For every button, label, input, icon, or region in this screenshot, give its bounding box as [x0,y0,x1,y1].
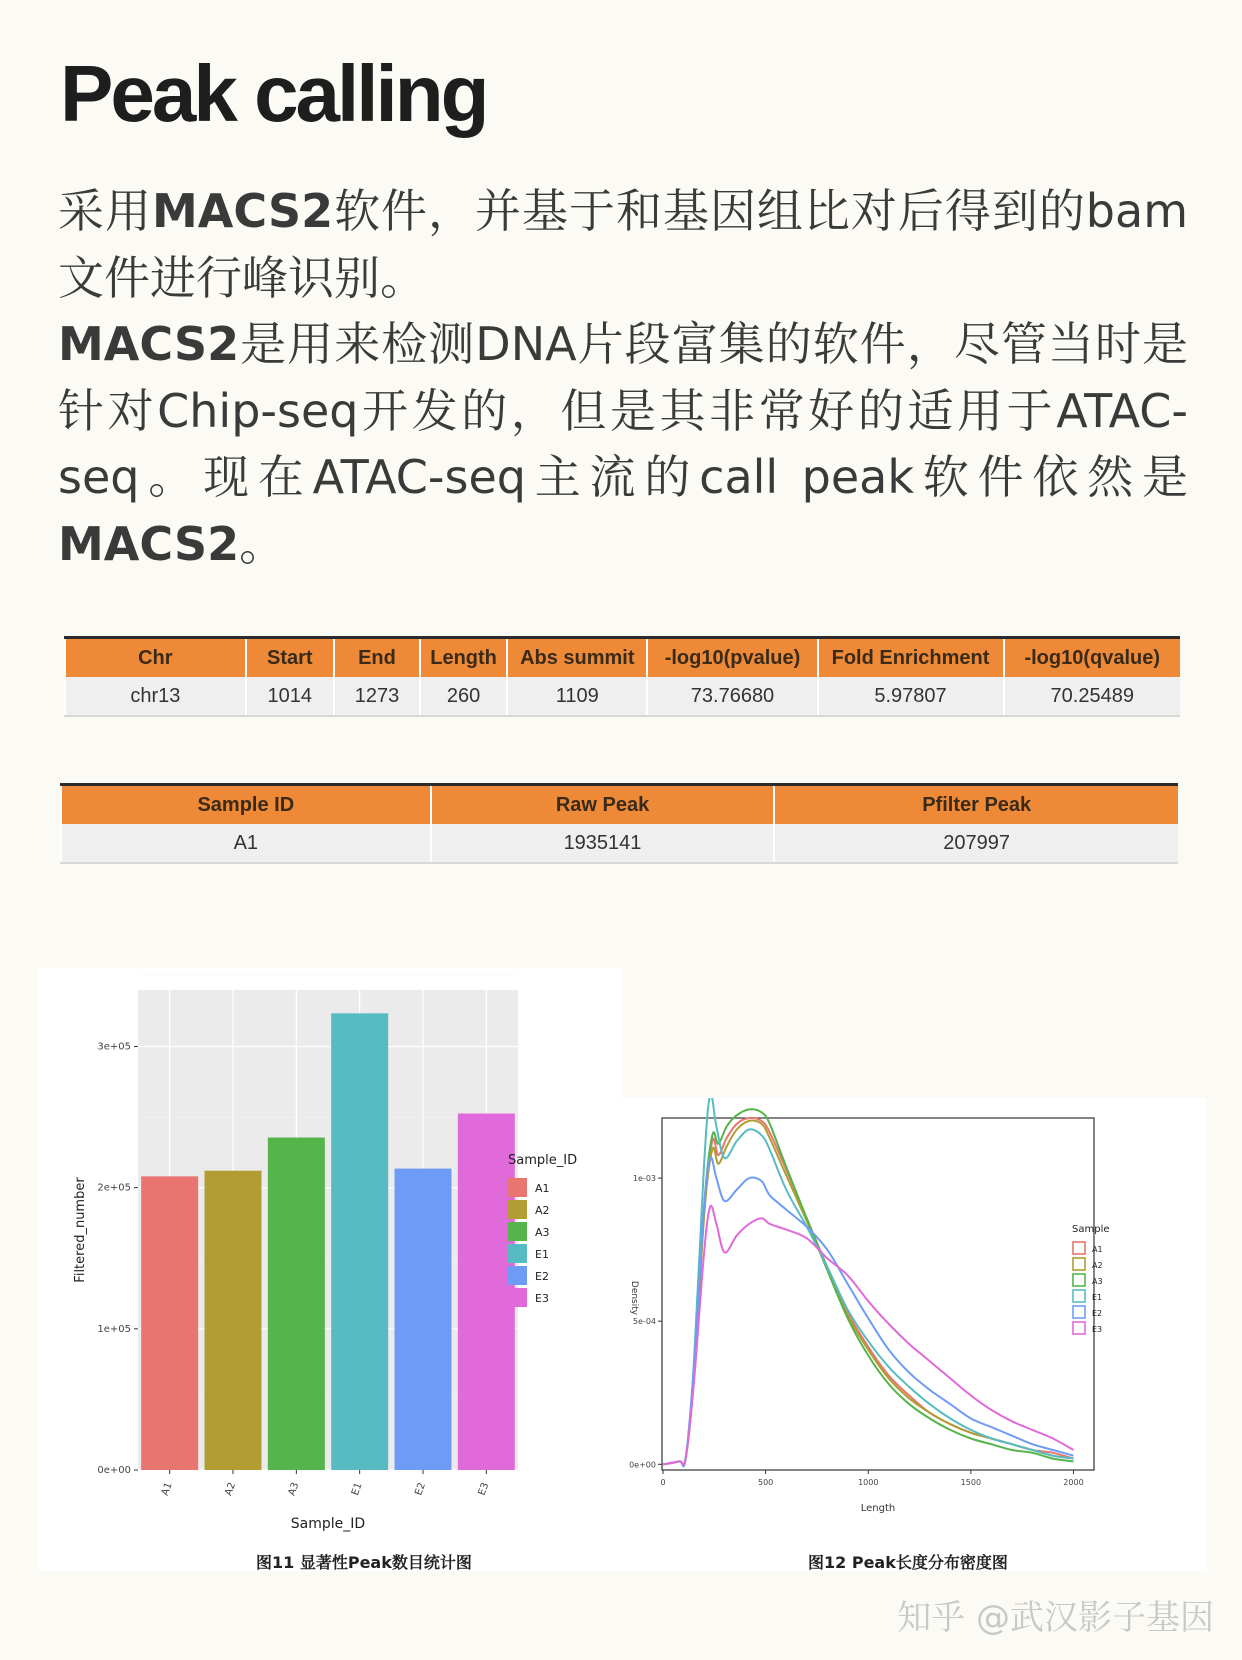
x-axis-label: Length [860,1503,896,1514]
page-title: Peak calling [60,49,487,138]
figure-caption: 图11 显著性Peak数目统计图 [256,1553,472,1572]
table-header-row [61,785,1178,825]
header-cell: Length [420,638,507,678]
figure-caption: 图12 Peak长度分布密度图 [808,1553,1008,1572]
bar [331,1013,388,1470]
x-tick-label: E1 [349,1481,365,1497]
legend-label: E3 [535,1292,549,1305]
header-cell: Start [246,638,334,678]
legend-swatch [1073,1322,1085,1334]
legend-swatch [508,1200,527,1219]
legend-title: Sample [1072,1224,1110,1235]
bar [141,1176,198,1470]
watermark: 知乎 @武汉影子基因 [897,1598,1214,1638]
legend-label: E1 [535,1248,549,1261]
table-row [61,824,1178,863]
legend-label: A2 [1092,1261,1103,1270]
bar [395,1169,452,1470]
legend-title: Sample_ID [508,1153,578,1168]
table-cell: 207997 [774,824,1178,863]
table-cell: 70.25489 [1004,677,1180,716]
table-cell: 5.97807 [818,677,1004,716]
legend-swatch [508,1178,527,1197]
header-cell: -log10(pvalue) [647,638,817,678]
table-cell: A1 [61,824,431,863]
legend-swatch [1073,1306,1085,1318]
paragraph-1: 采用MACS2软件，并基于和基因组比对后得到的bam文件进行峰识别。 [58,184,1188,305]
legend-label: A1 [535,1182,550,1195]
header-cell: Raw Peak [431,785,775,825]
y-tick-label: 0e+00 [97,1465,131,1476]
legend-swatch [1073,1274,1085,1286]
x-tick-label: 1000 [858,1478,879,1487]
x-tick-label: E3 [476,1481,492,1497]
legend-swatch [1073,1290,1085,1302]
bar-chart-figure [38,968,622,1571]
x-tick-label: 0 [660,1478,666,1487]
y-tick-label: 5e-04 [632,1317,656,1327]
header-cell: Fold Enrichment [818,638,1004,678]
legend-swatch [508,1222,527,1241]
legend-label: E3 [1092,1325,1103,1334]
table-cell: 1014 [246,677,334,716]
table-header-row [65,638,1180,678]
header-cell: Sample ID [61,785,431,825]
legend-swatch [508,1288,527,1307]
header-cell: Abs summit [507,638,647,678]
table-cell: 1935141 [431,824,775,863]
density-chart [610,1098,1206,1571]
y-axis-label: Filtered_number [73,1177,88,1283]
y-tick-label: 1e-03 [632,1174,656,1184]
table-cell: 1109 [507,677,647,716]
x-axis-label: Sample_ID [290,1516,366,1532]
plot-frame [662,1118,1094,1470]
paragraph-2: MACS2是用来检测DNA片段富集的软件，尽管当时是针对Chip-seq开发的，但是其非常好的适用于ATAC-seq。现在ATAC-seq主流的call peak软件依然是MACS2。 [58,317,1188,571]
header-cell: Chr [65,638,246,678]
header-cell: Pfilter Peak [774,785,1178,825]
legend-swatch [1073,1258,1085,1270]
bar [205,1171,262,1470]
table-cell: 1273 [334,677,420,716]
y-axis-label: Density [629,1280,639,1316]
y-tick-label: 0e+00 [629,1460,656,1470]
bar [268,1138,325,1470]
x-tick-label: A2 [223,1481,239,1498]
table-cell: chr13 [65,677,246,716]
y-tick-label: 1e+05 [97,1323,131,1335]
header-cell: End [334,638,420,678]
peak-result-table [64,636,1180,717]
table-cell: 260 [420,677,507,716]
description [58,178,1188,577]
y-tick-label: 3e+05 [97,1041,131,1053]
legend-label: A3 [535,1226,550,1239]
x-tick-label: 500 [757,1478,774,1487]
header-cell: -log10(qvalue) [1004,638,1180,678]
legend-swatch [508,1266,527,1285]
legend-label: A2 [535,1204,550,1217]
x-tick-label: 1500 [960,1478,982,1487]
bar-chart [38,968,622,1571]
table-cell: 73.76680 [647,677,817,716]
x-tick-label: A3 [286,1481,302,1498]
table-row [65,677,1180,716]
legend-label: A1 [1092,1245,1103,1254]
legend-label: E2 [535,1270,549,1283]
x-tick-label: A1 [159,1481,175,1498]
x-tick-label: E2 [413,1481,428,1497]
x-tick-label: 2000 [1063,1478,1084,1487]
legend-label: E2 [1092,1309,1103,1318]
legend-label: A3 [1092,1277,1103,1286]
legend-swatch [508,1244,527,1263]
legend-label: E1 [1092,1293,1103,1302]
y-tick-label: 2e+05 [97,1182,131,1194]
legend-swatch [1073,1242,1085,1254]
bar [458,1114,515,1470]
sample-peak-table [60,783,1178,864]
density-chart-figure [610,1098,1206,1571]
